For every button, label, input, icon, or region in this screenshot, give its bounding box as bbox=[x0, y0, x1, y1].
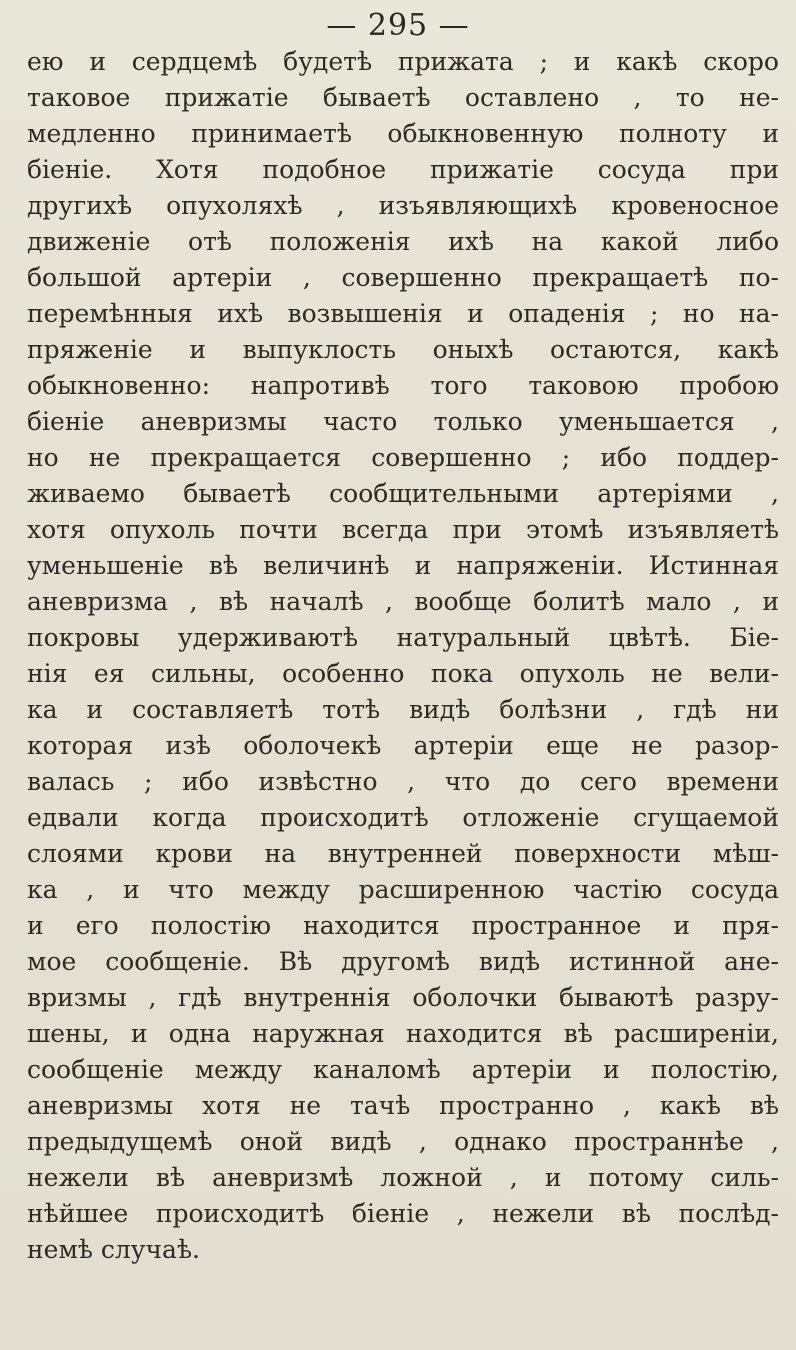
text-line: ка , и что между расширенною частію сосуда bbox=[27, 875, 779, 904]
text-line: аневризма , вѣ началѣ , вообще болитѣ мало , и bbox=[27, 587, 779, 616]
text-line: нѣйшее происходитѣ біеніе , нежели вѣ послѣд- bbox=[27, 1199, 779, 1228]
text-line-last: немѣ случаѣ. bbox=[27, 1235, 200, 1264]
text-line: слоями крови на внутренней поверхности мѣш- bbox=[27, 839, 779, 868]
text-line: большой артеріи , совершенно прекращаетѣ по- bbox=[27, 263, 779, 292]
text-line: едвали когда происходитѣ отложеніе сгущаемой bbox=[27, 803, 779, 832]
text-line: сообщеніе между каналомѣ артеріи и полостію, bbox=[27, 1055, 779, 1084]
text-line: біеніе аневризмы часто только уменьшается , bbox=[27, 407, 779, 436]
text-line: біеніе. Хотя подобное прижатіе сосуда при bbox=[27, 155, 779, 184]
text-line: перемѣнныя ихѣ возвышенія и опаденія ; но на- bbox=[27, 299, 779, 328]
text-line: живаемо бываетѣ сообщительными артеріями , bbox=[27, 479, 779, 508]
text-line: аневризмы хотя не тачѣ пространно , какѣ вѣ bbox=[27, 1091, 779, 1120]
text-line: которая изѣ оболочекѣ артеріи еще не разор- bbox=[27, 731, 779, 760]
text-line: движеніе отѣ положенія ихѣ на какой либо bbox=[27, 227, 779, 256]
text-line: предыдущемѣ оной видѣ , однако пространнѣе , bbox=[27, 1127, 779, 1156]
text-line: нежели вѣ аневризмѣ ложной , и потому силь- bbox=[27, 1163, 779, 1192]
text-line: вризмы , гдѣ внутреннія оболочки бываютѣ разру- bbox=[27, 983, 779, 1012]
text-line: но не прекращается совершенно ; ибо поддер- bbox=[27, 443, 779, 472]
text-line: другихѣ опухоляхѣ , изъявляющихѣ кровеносное bbox=[27, 191, 779, 220]
text-line: мое сообщеніе. Вѣ другомѣ видѣ истинной ане- bbox=[27, 947, 779, 976]
text-line: уменьшеніе вѣ величинѣ и напряженіи. Истинная bbox=[27, 551, 779, 580]
text-line: ка и составляетѣ тотѣ видѣ болѣзни , гдѣ ни bbox=[27, 695, 779, 724]
text-line: пряженіе и выпуклость оныхѣ остаются, какѣ bbox=[27, 335, 779, 364]
text-line: ею и сердцемѣ будетѣ прижата ; и какѣ скоро bbox=[27, 47, 779, 76]
body-text bbox=[27, 44, 779, 1268]
text-line: хотя опухоль почти всегда при этомѣ изъявляетѣ bbox=[27, 515, 779, 544]
text-line: нія ея сильны, особенно пока опухоль не вели- bbox=[27, 659, 779, 688]
text-line: шены, и одна наружная находится вѣ расширеніи, bbox=[27, 1019, 779, 1048]
page-number: — 295 — bbox=[326, 8, 470, 43]
text-line: покровы удерживаютѣ натуральный цвѣтѣ. Біе- bbox=[27, 623, 779, 652]
text-line: валась ; ибо извѣстно , что до сего времени bbox=[27, 767, 779, 796]
text-line: медленно принимаетѣ обыкновенную полноту и bbox=[27, 119, 779, 148]
text-line: таковое прижатіе бываетѣ оставлено , то не- bbox=[27, 83, 779, 112]
text-line: обыкновенно: напротивѣ того таковою пробою bbox=[27, 371, 779, 400]
text-line: и его полостію находится пространное и пря- bbox=[27, 911, 779, 940]
